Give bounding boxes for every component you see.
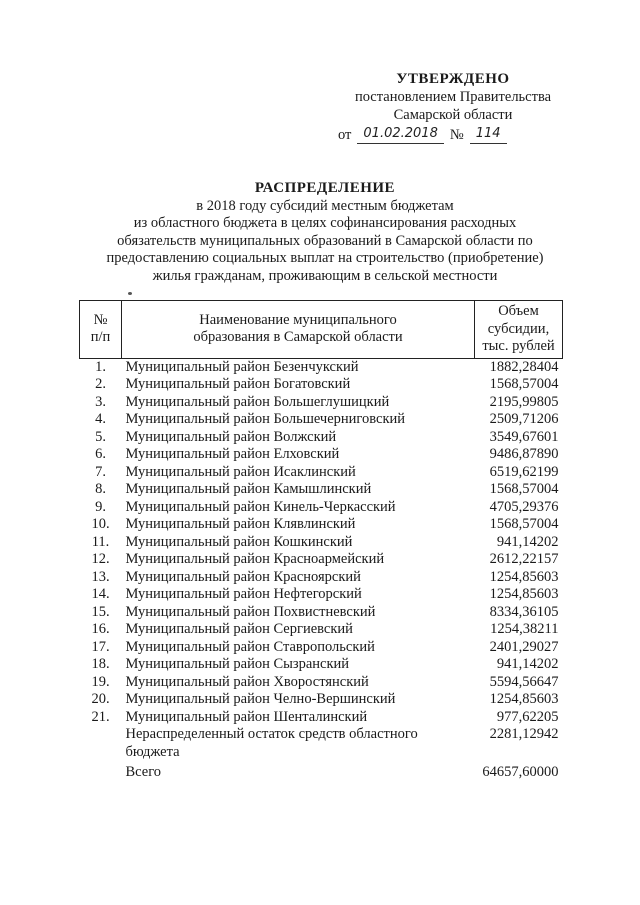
subsidy-table: [79, 300, 563, 782]
number-label: №: [449, 127, 464, 143]
row-amount: 977,62205: [496, 708, 559, 725]
row-name: Муниципальный район Похвистневский: [125, 603, 376, 620]
table-row: [80, 516, 563, 534]
table-row: [80, 376, 563, 394]
row-amount: 6519,62199: [489, 463, 559, 480]
row-amount: 941,14202: [496, 533, 559, 550]
row-num: 6.: [95, 446, 106, 462]
header-name: Наименование муниципального образования в Самарской области: [122, 301, 475, 359]
row-name: Муниципальный район Шенталинский: [125, 708, 368, 725]
table-row: [80, 586, 563, 604]
approval-stamp: [338, 70, 568, 144]
row-num: 4.: [95, 411, 106, 427]
table-row: [80, 394, 563, 412]
row-amount: 1568,57004: [489, 481, 559, 497]
row-name: Муниципальный район Хворостянский: [125, 673, 369, 690]
row-name: Муниципальный район Красноармейский: [125, 551, 385, 567]
approval-title: УТВЕРЖДЕНО: [396, 71, 510, 87]
row-amount: 8334,36105: [489, 603, 559, 620]
row-amount: 941,14202: [496, 656, 559, 672]
table-row: [80, 551, 563, 569]
row-num: 1.: [95, 358, 106, 375]
row-amount: 1254,85603: [489, 691, 559, 707]
row-num: 10.: [91, 516, 110, 532]
row-name: Муниципальный район Большечерниговский: [125, 411, 406, 427]
row-name: Муниципальный район Нефтегорский: [125, 586, 362, 602]
row-name: Муниципальный район Волжский: [125, 428, 337, 445]
row-amount: 1568,57004: [489, 376, 559, 392]
row-num: 9.: [95, 498, 106, 515]
table-row: [80, 709, 563, 727]
heading-line: жилья гражданам, проживающим в сельской местности: [152, 267, 498, 284]
row-num: 18.: [91, 656, 110, 672]
row-name: Муниципальный район Кошкинский: [125, 533, 353, 550]
approval-line-2: Самарской области: [393, 107, 513, 123]
table-row: [80, 411, 563, 429]
total-label: Всего: [125, 764, 162, 780]
document-heading: [80, 180, 570, 285]
row-amount: 1568,57004: [489, 516, 559, 532]
row-num: 5.: [95, 428, 106, 445]
row-num: 16.: [91, 621, 110, 637]
row-name: Муниципальный район Сызранский: [125, 656, 350, 672]
row-num: 12.: [91, 551, 110, 567]
row-name: Муниципальный район Сергиевский: [125, 621, 353, 637]
row-amount: 2509,71206: [489, 411, 559, 427]
document-title: РАСПРЕДЕЛЕНИЕ: [254, 180, 396, 196]
table-row: [80, 674, 563, 692]
row-num: 19.: [91, 673, 110, 690]
row-num: 3.: [95, 393, 106, 410]
heading-line: предоставлению социальных выплат на строительство (приобретение): [106, 250, 544, 266]
row-amount: 1254,85603: [489, 586, 559, 602]
row-amount: 2195,99805: [489, 393, 559, 410]
row-num: 7.: [95, 463, 106, 480]
row-name: Муниципальный район Кинель-Черкасский: [125, 498, 396, 515]
row-amount: 1882,28404: [489, 358, 559, 375]
row-num: 17.: [91, 638, 110, 655]
remainder-name: Нераспределенный остаток средств областного бюджета: [125, 726, 418, 760]
row-num: 2.: [95, 376, 106, 392]
row-name: Муниципальный район Безенчукский: [125, 358, 359, 375]
row-amount: 1254,38211: [490, 621, 559, 637]
table-row: [80, 446, 563, 464]
row-name: Муниципальный район Клявлинский: [125, 516, 356, 532]
table-row: [80, 604, 563, 622]
row-num: 13.: [91, 568, 110, 585]
approval-line-1: постановлением Правительства: [354, 89, 552, 105]
row-name: Муниципальный район Ставропольский: [125, 638, 375, 655]
row-num: 11.: [91, 533, 110, 550]
remainder-amount: 2281,12942: [489, 726, 559, 742]
table-row: [80, 656, 563, 674]
remainder-row: [80, 726, 563, 761]
row-name: Муниципальный район Красноярский: [125, 568, 361, 585]
row-amount: 2401,29027: [489, 638, 559, 655]
total-amount: 64657,60000: [482, 764, 559, 780]
row-name: Муниципальный район Челно-Вершинский: [125, 691, 396, 707]
stray-mark: [128, 292, 132, 295]
table-row: [80, 429, 563, 447]
table-row: [80, 481, 563, 499]
row-name: Муниципальный район Богатовский: [125, 376, 351, 392]
row-amount: 5594,56647: [489, 673, 559, 690]
row-amount: 1254,85603: [489, 568, 559, 585]
table-row: [80, 691, 563, 709]
total-row: [80, 761, 563, 782]
table-row: [80, 621, 563, 639]
table-row: [80, 499, 563, 517]
row-num: 20.: [91, 691, 110, 707]
table-row: [80, 639, 563, 657]
row-name: Муниципальный район Елховский: [125, 446, 340, 462]
table-row: [80, 534, 563, 552]
table-header-row: [80, 301, 563, 359]
heading-line: в 2018 году субсидий местным бюджетам: [196, 197, 454, 214]
row-num: 15.: [91, 603, 110, 620]
from-label: от: [338, 127, 352, 143]
row-name: Муниципальный район Камышлинский: [125, 481, 372, 497]
row-name: Муниципальный район Исаклинский: [125, 463, 356, 480]
header-amount: Объем субсидии, тыс. рублей: [475, 301, 563, 359]
row-num: 14.: [91, 586, 110, 602]
row-amount: 2612,22157: [489, 551, 559, 567]
row-num: 8.: [95, 481, 106, 497]
approval-date: 01.02.2018: [357, 126, 443, 144]
table-row: [80, 569, 563, 587]
approval-number: 114: [470, 126, 507, 144]
table-row: [80, 358, 563, 376]
row-name: Муниципальный район Большеглушицкий: [125, 393, 390, 410]
row-amount: 4705,29376: [489, 498, 559, 515]
table-row: [80, 464, 563, 482]
row-amount: 9486,87890: [489, 446, 559, 462]
heading-line: из областного бюджета в целях софинансирования расходных: [133, 215, 517, 231]
header-num: № п/п: [80, 301, 122, 359]
heading-line: обязательств муниципальных образований в Самарской области по: [117, 232, 533, 249]
row-num: 21.: [91, 708, 110, 725]
approval-date-line: [338, 126, 568, 144]
row-amount: 3549,67601: [489, 428, 559, 445]
